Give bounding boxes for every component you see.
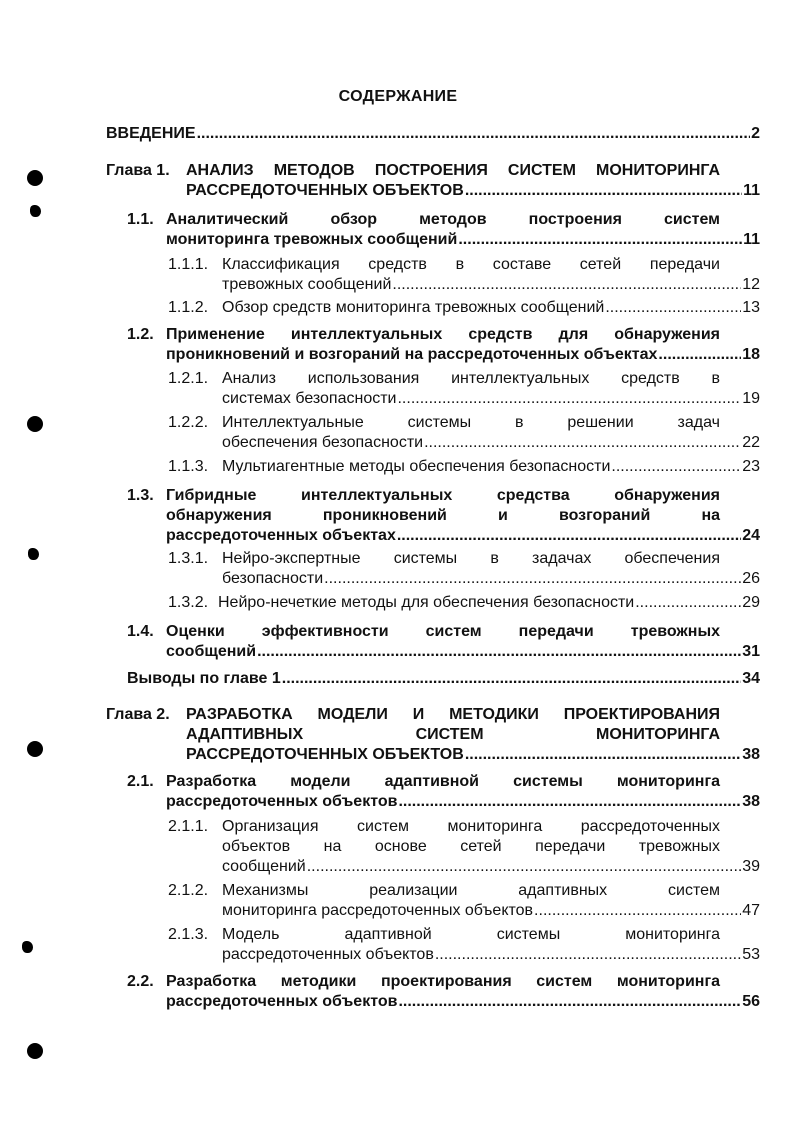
toc-entry-number: 1.4. xyxy=(127,623,154,640)
page-number: 2 xyxy=(751,125,760,142)
toc-entry-number: 2.1.1. xyxy=(168,818,209,835)
page-number: 56 xyxy=(742,993,760,1010)
toc-entry-title-line: АДАПТИВНЫХ СИСТЕМ МОНИТОРИНГА xyxy=(186,726,720,743)
dot-leader xyxy=(307,857,741,877)
toc-entry-number: 2.1. xyxy=(127,773,154,790)
toc-entry-number: 1.2.1. xyxy=(168,370,209,387)
toc-entry-title: Нейро-нечеткие методы для обеспечения безопасности xyxy=(218,594,635,611)
punch-hole-mark xyxy=(28,548,39,560)
page-number: 24 xyxy=(742,527,760,544)
toc-entry-title-line: Классификация средств в составе сетей передачи xyxy=(222,256,720,273)
toc-entry-title-line: Аналитический обзор методов построения систем xyxy=(166,211,720,228)
dot-leader xyxy=(324,569,741,589)
toc-entry-title: Выводы по главе 1 xyxy=(127,670,281,687)
dot-leader xyxy=(392,275,741,295)
toc-entry-number: 1.3. xyxy=(127,487,154,504)
toc-entry-number: 1.1.1. xyxy=(168,256,209,273)
toc-entry-number: 1.1.3. xyxy=(168,458,209,475)
dot-leader xyxy=(282,669,741,689)
dot-leader xyxy=(398,792,741,812)
punch-hole-mark xyxy=(27,416,43,432)
toc-entry-title: Обзор средств мониторинга тревожных сообщений xyxy=(222,299,605,316)
toc-entry-number: 2.2. xyxy=(127,973,154,990)
page-number: 53 xyxy=(742,946,760,963)
toc-entry-title: РАССРЕДОТОЧЕННЫХ ОБЪЕКТОВ xyxy=(186,746,464,763)
toc-entry-number: 1.3.2. xyxy=(168,594,209,611)
toc-entry-title-line: Нейро-экспертные системы в задачах обеспечения xyxy=(222,550,720,567)
dot-leader xyxy=(635,593,741,613)
dot-leader xyxy=(605,298,741,318)
dot-leader xyxy=(458,230,742,250)
toc-entry-title-line: РАЗРАБОТКА МОДЕЛИ И МЕТОДИКИ ПРОЕКТИРОВАНИЯ xyxy=(186,706,720,723)
dot-leader xyxy=(257,642,741,662)
punch-hole-mark xyxy=(30,205,41,217)
toc-entry-title: рассредоточенных объектов xyxy=(166,993,398,1010)
page-number: 11 xyxy=(743,182,760,199)
dot-leader xyxy=(398,992,741,1012)
page-number: 23 xyxy=(742,458,760,475)
page-number: 29 xyxy=(742,594,760,611)
toc-entry-title-line: Механизмы реализации адаптивных систем xyxy=(222,882,720,899)
toc-entry-title: рассредоточенных объектов xyxy=(222,946,434,963)
page-number: 11 xyxy=(743,231,760,248)
toc-entry-number: 1.3.1. xyxy=(168,550,209,567)
dot-leader xyxy=(197,124,751,144)
punch-hole-mark xyxy=(27,1043,43,1059)
page-number: 31 xyxy=(742,643,760,660)
toc-entry-number: Глава 1. xyxy=(106,162,170,179)
dot-leader xyxy=(658,345,741,365)
toc-entry-title-line: Интеллектуальные системы в решении задач xyxy=(222,414,720,431)
dot-leader xyxy=(397,389,741,409)
toc-entry-title: ВВЕДЕНИЕ xyxy=(106,125,196,142)
page-number: 13 xyxy=(742,299,760,316)
toc-entry-number: 1.1.2. xyxy=(168,299,209,316)
toc-entry-title: сообщений xyxy=(222,858,306,875)
toc-entry-title-line: объектов на основе сетей передачи тревожных xyxy=(222,838,720,855)
punch-hole-mark xyxy=(22,941,33,953)
page-title: СОДЕРЖАНИЕ xyxy=(338,88,458,105)
toc-entry-number: 2.1.3. xyxy=(168,926,209,943)
toc-entry-title-line: Разработка методики проектирования систем мониторинга xyxy=(166,973,720,990)
dot-leader xyxy=(397,526,741,546)
toc-entry-title: тревожных сообщений xyxy=(222,276,392,293)
dot-leader xyxy=(424,433,741,453)
toc-entry-title-line: Применение интеллектуальных средств для обнаружения xyxy=(166,326,720,343)
punch-hole-mark xyxy=(27,741,43,757)
toc-entry-number: 1.1. xyxy=(127,211,154,228)
toc-entry-number: 1.2. xyxy=(127,326,154,343)
toc-entry-title-line: Модель адаптивной системы мониторинга xyxy=(222,926,720,943)
toc-entry-title: рассредоточенных объектов xyxy=(166,793,398,810)
page-number: 18 xyxy=(742,346,760,363)
toc-entry-title: обеспечения безопасности xyxy=(222,434,424,451)
toc-entry-number: 2.1.2. xyxy=(168,882,209,899)
toc-entry-number: 1.2.2. xyxy=(168,414,209,431)
toc-entry-title: мониторинга тревожных сообщений xyxy=(166,231,458,248)
toc-entry-title: рассредоточенных объектах xyxy=(166,527,396,544)
page-number: 38 xyxy=(742,793,760,810)
toc-entry-title-line: АНАЛИЗ МЕТОДОВ ПОСТРОЕНИЯ СИСТЕМ МОНИТОРИНГА xyxy=(186,162,720,179)
toc-entry-title-line: Оценки эффективности систем передачи тревожных xyxy=(166,623,720,640)
dot-leader xyxy=(465,181,742,201)
toc-entry-title: сообщений xyxy=(166,643,257,660)
toc-entry-title-line: обнаружения проникновений и возгораний на xyxy=(166,507,720,524)
page-number: 19 xyxy=(742,390,760,407)
page-number: 47 xyxy=(742,902,760,919)
toc-entry-title: проникновений и возгораний на рассредоточенных объектах xyxy=(166,346,658,363)
toc-entry-title-line: Гибридные интеллектуальных средства обнаружения xyxy=(166,487,720,504)
page-number: 26 xyxy=(742,570,760,587)
toc-entry-number: Глава 2. xyxy=(106,706,170,723)
punch-hole-mark xyxy=(27,170,43,186)
page-number: 39 xyxy=(742,858,760,875)
dot-leader xyxy=(465,745,741,765)
toc-entry-title-line: Разработка модели адаптивной системы мониторинга xyxy=(166,773,720,790)
page-number: 12 xyxy=(742,276,760,293)
toc-entry-title-line: Анализ использования интеллектуальных средств в xyxy=(222,370,720,387)
toc-entry-title: системах безопасности xyxy=(222,390,397,407)
toc-entry-title: Мультиагентные методы обеспечения безопасности xyxy=(222,458,611,475)
page-number: 34 xyxy=(742,670,760,687)
page-number: 22 xyxy=(742,434,760,451)
dot-leader xyxy=(534,901,741,921)
dot-leader xyxy=(435,945,741,965)
toc-entry-title: РАССРЕДОТОЧЕННЫХ ОБЪЕКТОВ xyxy=(186,182,464,199)
toc-entry-title: безопасности xyxy=(222,570,324,587)
toc-entry-title-line: Организация систем мониторинга рассредоточенных xyxy=(222,818,720,835)
toc-entry-title: мониторинга рассредоточенных объектов xyxy=(222,902,534,919)
page-number: 38 xyxy=(742,746,760,763)
dot-leader xyxy=(611,457,741,477)
